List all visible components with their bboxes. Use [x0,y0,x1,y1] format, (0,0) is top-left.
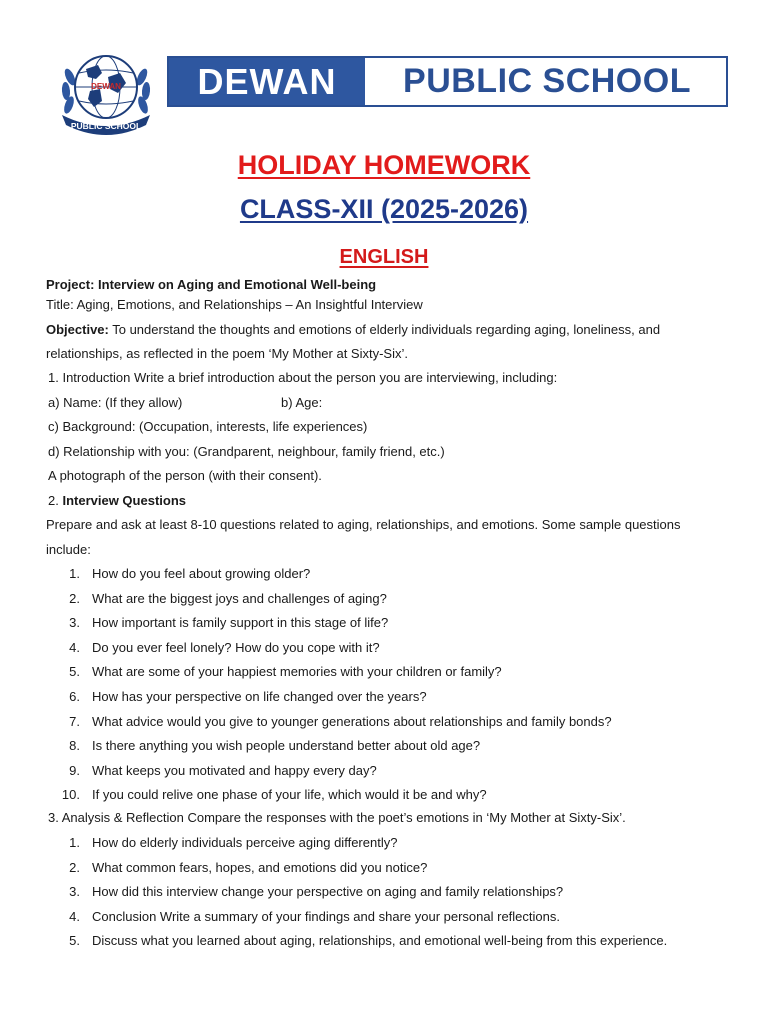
objective-text: To understand the thoughts and emotions of elderly individuals regarding aging, loneliness, and [108,322,661,337]
section2-heading: Interview Questions [62,493,187,508]
list-item-number: 8. [69,738,80,754]
objective-line-2: relationships, as reflected in the poem ‘My Mother at Sixty-Six’. [46,346,408,361]
list-item-number: 5. [69,933,80,948]
svg-text:DEWAN: DEWAN [91,82,121,91]
section1-photo: A photograph of the person (with their consent). [48,468,322,483]
school-name-banner [167,56,728,107]
objective-line [46,321,660,338]
title-class: CLASS-XII (2025-2026) [239,194,529,224]
section1-item-d: d) Relationship with you: (Grandparent, neighbour, family friend, etc.) [48,444,445,459]
banner-public-school-text: PUBLIC SCHOOL [403,62,691,100]
list-item-number: 3. [69,884,80,899]
section1-item-b: b) Age: [281,395,323,410]
project-title-line: Title: Aging, Emotions, and Relationships – An Insightful Interview [46,297,423,312]
title-holiday-homework: HOLIDAY HOMEWORK [237,150,531,180]
section1-item-c: c) Background: (Occupation, interests, life experiences) [48,419,368,434]
section1-intro: 1. Introduction Write a brief introduction about the person you are interviewing, including: [48,370,558,385]
banner-dewan-text: DEWAN [169,58,368,105]
list-item-text: Is there anything you wish people understand better about old age? [92,738,481,754]
list-item-number: 4. [69,908,80,924]
list-item-text: How do you feel about growing older? [92,566,311,581]
list-item-number: 1. [69,566,80,581]
list-item-number: 4. [69,639,80,655]
objective-label: Objective: [46,322,109,337]
list-item-text: Conclusion Write a summary of your findings and share your personal reflections. [92,908,560,924]
list-item-text: What are some of your happiest memories with your children or family? [92,664,502,680]
school-emblem-logo [56,47,156,135]
list-item-text: What keeps you motivated and happy every day? [92,762,377,778]
list-item-text: How did this interview change your perspective on aging and family relationships? [92,884,564,899]
list-item-text: How important is family support in this stage of life? [92,615,389,631]
list-item-number: 5. [69,664,80,680]
section3-intro: 3. Analysis & Reflection Compare the responses with the poet’s emotions in ‘My Mother at Sixty-Six’. [48,810,626,825]
project-heading: Project: Interview on Aging and Emotional Well-being [46,277,377,292]
list-item-number: 10. [61,787,80,803]
section2-prompt-2: include: [46,542,91,557]
list-item-text: What common fears, hopes, and emotions did you notice? [92,859,428,875]
emblem-ribbon-text: PUBLIC SCHOOL [70,121,142,131]
list-item-text: If you could relive one phase of your life, which would it be and why? [92,787,487,803]
section2-number: 2. [48,493,59,508]
list-item-text: What are the biggest joys and challenges of aging? [92,590,387,606]
list-item-number: 9. [69,762,80,778]
list-item-number: 2. [69,590,80,606]
list-item-text: What advice would you give to younger generations about relationships and family bonds? [92,713,612,729]
list-item-text: How has your perspective on life changed over the years? [92,689,427,704]
section1-item-a: a) Name: (If they allow) [48,395,183,410]
list-item-number: 2. [69,859,80,875]
list-item-number: 3. [69,615,80,631]
list-item-number: 6. [69,689,80,704]
section2-prompt: Prepare and ask at least 8-10 questions related to aging, relationships, and emotions. Some sample questions [46,517,681,532]
title-subject: ENGLISH [339,246,429,268]
list-item-text: Do you ever feel lonely? How do you cope with it? [92,639,380,655]
list-item-number: 1. [69,835,80,850]
list-item-text: How do elderly individuals perceive aging differently? [92,835,398,850]
list-item-number: 7. [69,713,80,729]
section2-heading-line [48,492,186,509]
list-item-text: Discuss what you learned about aging, relationships, and emotional well-being from this experience. [92,933,668,948]
